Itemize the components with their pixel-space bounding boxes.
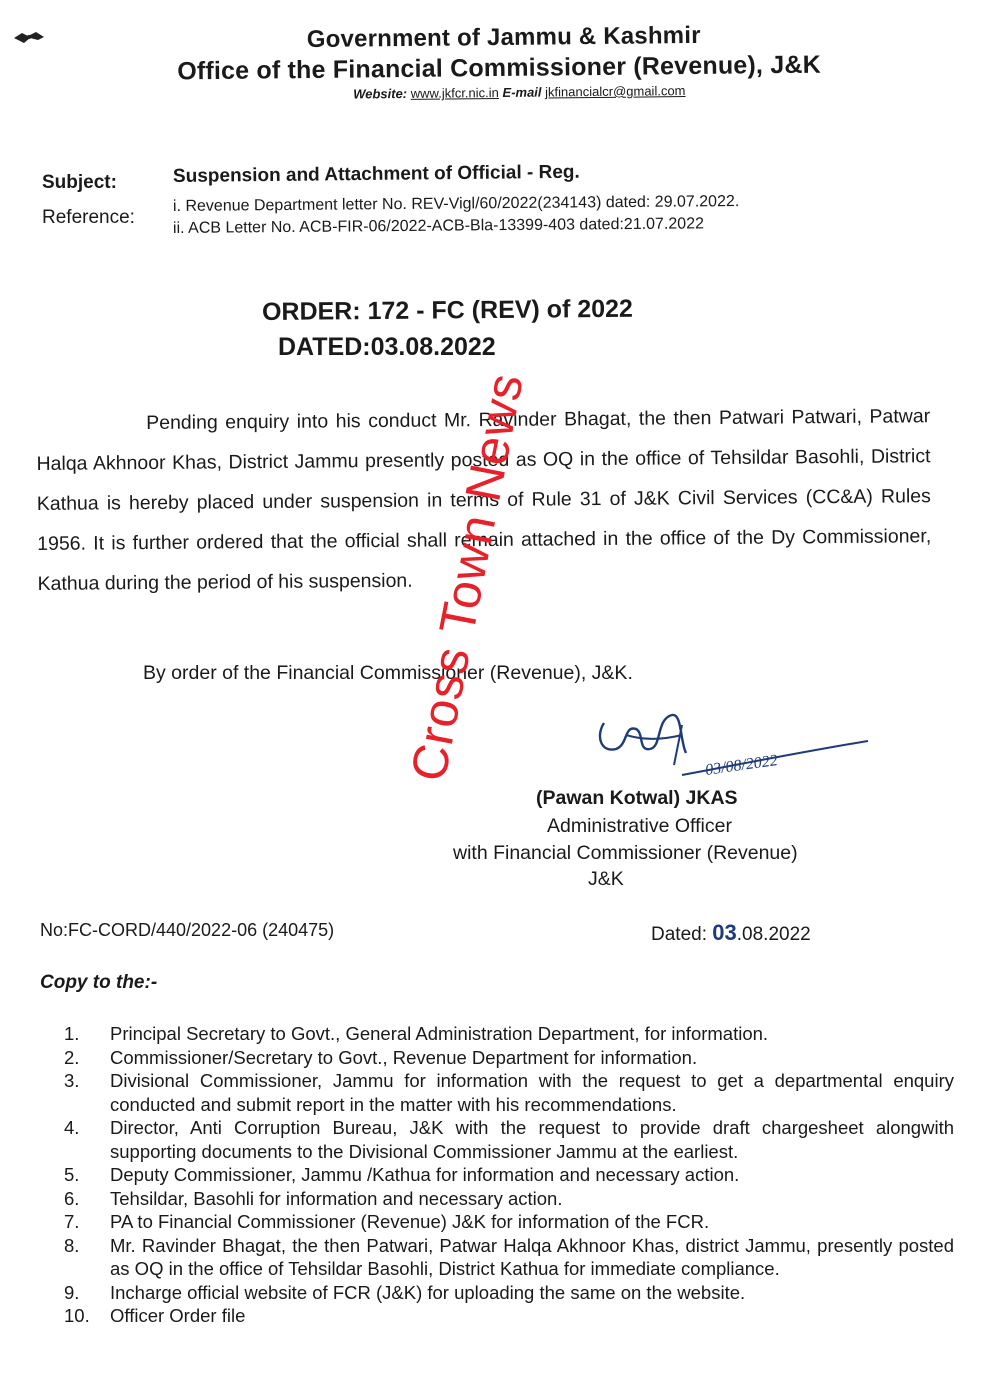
order-paragraph: Pending enquiry into his conduct Mr. Ravinder Bhagat, the then Patwari Patwari, Patwar Halqa Akhnoor Khas, District Jammu presently posted as OQ in the office of Tehsildar Basohli, District Kathua is hereby placed under suspension in terms of Rule 31 of J&K Civil Services (CC&A) Rules 1956. It is further ordered that the official shall remain attached in the office of the Dy Commissioner, Kathua during the period of his suspension.	[36, 405, 932, 595]
email-label: E-mail	[502, 84, 542, 100]
dated-day: 03	[712, 920, 737, 945]
copy-to-list	[64, 1022, 954, 1328]
list-item: 10. Officer Order file	[64, 1305, 246, 1326]
list-item: 8. Mr. Ravinder Bhagat, the then Patwari, Patwar Halqa Akhnoor Khas, district Jammu, presently posted as OQ in the office of Tehsildar Basohli, District Kathua for immediate compliance.	[64, 1234, 954, 1279]
signatory-designation: Administrative Officer	[547, 815, 732, 837]
list-item: 7. PA to Financial Commissioner (Revenue) J&K for information of the FCR.	[64, 1211, 710, 1232]
list-item: 5. Deputy Commissioner, Jammu /Kathua for information and necessary action.	[64, 1164, 740, 1185]
subject-label: Subject:	[42, 172, 117, 193]
order-date: DATED:03.08.2022	[278, 333, 496, 361]
website-link: www.jkfcr.nic.in	[410, 85, 499, 101]
signatory-place: J&K	[588, 868, 624, 890]
dated-label: Dated:	[651, 924, 713, 945]
list-item: 3. Divisional Commissioner, Jammu for information with the request to get a departmental enquiry conducted and submit report in the matter with his recommendations.	[64, 1070, 954, 1115]
reference-number: No:FC-CORD/440/2022-06 (240475)	[40, 920, 335, 940]
subject-text: Suspension and Attachment of Official - Reg.	[172, 161, 580, 187]
list-item: 4. Director, Anti Corruption Bureau, J&K with the request to provide draft chargesheet alongwith supporting documents to the Divisional Commissioner Jammu at the earliest.	[64, 1117, 954, 1162]
letterhead	[0, 19, 998, 105]
dated-rest: .08.2022	[736, 924, 811, 945]
signature-icon	[586, 705, 876, 795]
dated-line	[651, 920, 811, 946]
list-item: 6. Tehsildar, Basohli for information and necessary action.	[64, 1187, 563, 1209]
reference-item: i. Revenue Department letter No. REV-Vigl/60/2022(234143) dated: 29.07.2022.	[172, 193, 740, 215]
watermark: Cross Town News	[399, 368, 535, 786]
order-title: ORDER: 172 - FC (REV) of 2022	[261, 294, 634, 326]
handwritten-date: 03/08/2022	[704, 751, 779, 779]
office-title: Office of the Financial Commissioner (Revenue), J&K	[177, 50, 822, 86]
website-label: Website:	[353, 85, 408, 102]
list-item: 9. Incharge official website of FCR (J&K) for uploading the same on the website.	[64, 1281, 746, 1303]
list-item: 1. Principal Secretary to Govt., General Administration Department, for information.	[64, 1023, 769, 1044]
list-item: 2. Commissioner/Secretary to Govt., Revenue Department for information.	[64, 1046, 698, 1068]
government-title: Government of Jammu & Kashmir	[306, 21, 701, 54]
copy-to-heading: Copy to the:-	[40, 972, 158, 993]
signatory-office: with Financial Commissioner (Revenue)	[453, 842, 798, 864]
by-order-line: By order of the Financial Commissioner (Revenue), J&K.	[143, 662, 633, 684]
reference-label: Reference:	[42, 207, 135, 228]
reference-item: ii. ACB Letter No. ACB-FIR-06/2022-ACB-Bla-13399-403 dated:21.07.2022	[172, 215, 705, 237]
email-link: jkfinancialcr@gmail.com	[545, 83, 686, 100]
signatory-name: (Pawan Kotwal) JKAS	[536, 787, 738, 809]
